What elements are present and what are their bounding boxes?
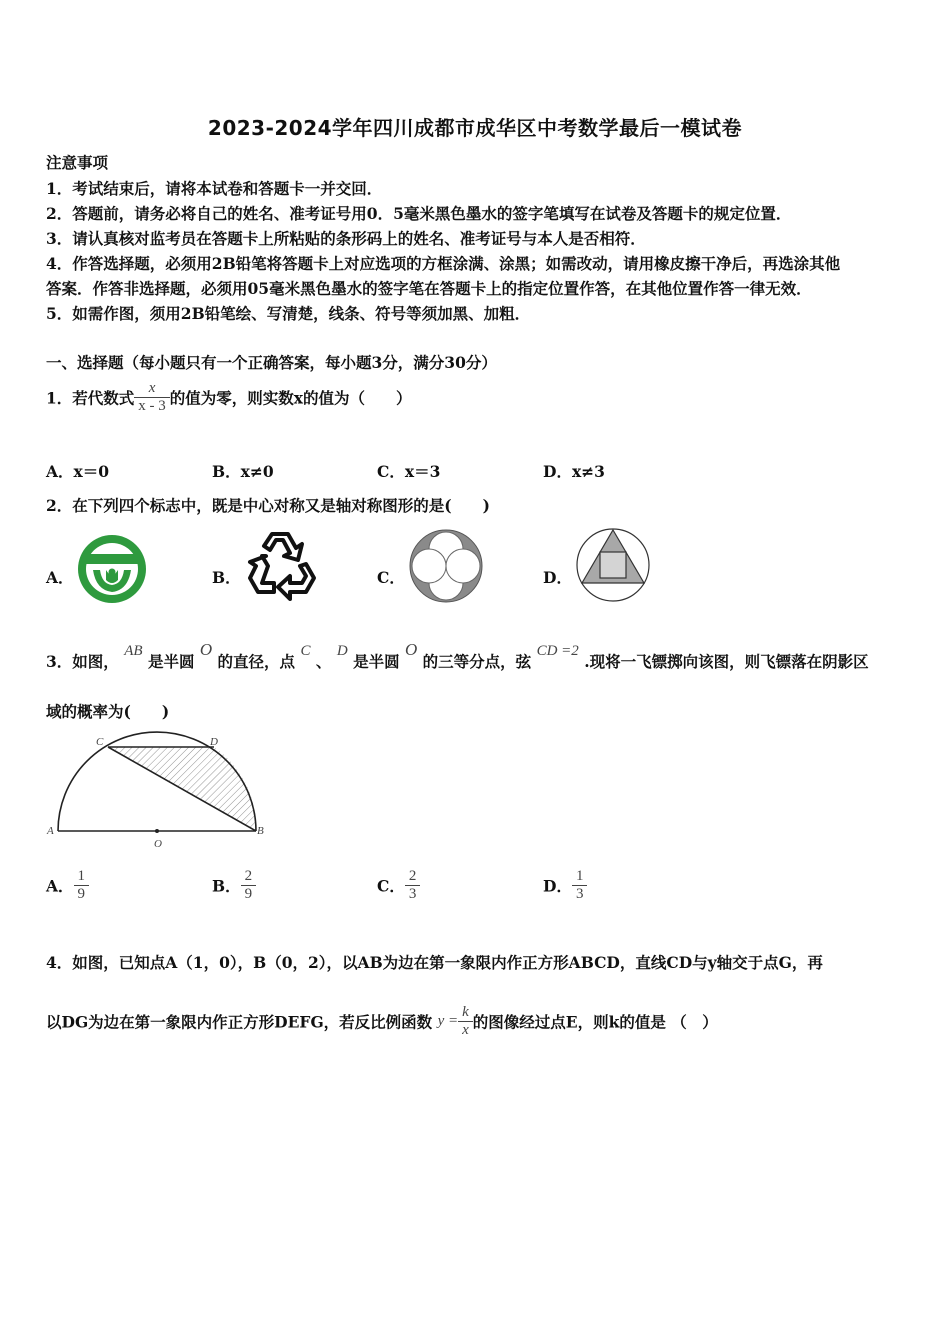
- q3-text: 3．如图，: [46, 652, 119, 671]
- q3-option-a: [46, 868, 89, 903]
- q1-frac-num: x: [148, 380, 156, 396]
- q3-option-label: D．: [543, 876, 572, 896]
- q3-cd: CD =2: [536, 643, 579, 659]
- q1-option-c: C．x＝3: [377, 462, 441, 481]
- q3-ab: AB: [124, 643, 143, 659]
- fig-label-o: O: [154, 838, 162, 850]
- frac-num: 1: [77, 868, 86, 884]
- frac-den: 3: [405, 885, 421, 903]
- q4-y-label: y =: [437, 1013, 459, 1029]
- frac-num: 2: [244, 868, 253, 884]
- q2-label-c: C．: [377, 568, 405, 587]
- q3-text: 是半圆: [147, 652, 195, 671]
- q1-suffix: 的值为零，则实数x的值为（ ）: [169, 388, 412, 408]
- q3-o2: O: [404, 640, 418, 659]
- q3-text: 的直径，点: [217, 652, 296, 671]
- notice-item: 1．考试结束后，请将本试卷和答题卡一并交回．: [46, 179, 383, 198]
- fig-label-a: A: [47, 825, 54, 837]
- q3-text: .现将一飞镖掷向该图，则飞镖落在阴影区: [584, 652, 869, 671]
- q3-line2: 域的概率为( ): [46, 702, 170, 721]
- q3-text: 的三等分点，弦: [422, 652, 532, 671]
- green-food-logo-icon: [76, 534, 148, 604]
- q3-c: C: [300, 643, 311, 659]
- q3-option-label: B．: [212, 876, 241, 896]
- q1-option-b: B．x≠0: [212, 462, 274, 481]
- q3-option-fraction: [405, 868, 421, 903]
- q2-label-a: A．: [46, 568, 74, 587]
- q4-frac-num: k: [462, 1004, 469, 1020]
- q3-text: 、: [315, 652, 332, 671]
- frac-den: 9: [241, 885, 257, 903]
- fig-label-d: D: [210, 736, 218, 748]
- notice-item: 答案．作答非选择题，必须用05毫米黑色墨水的签字笔在答题卡上的指定位置作答，在其他位置作答一律无效．: [46, 279, 812, 298]
- q3-option-fraction: [572, 868, 588, 903]
- q3-d: D: [336, 643, 348, 659]
- question-1: [46, 380, 412, 415]
- q1-fraction: [134, 380, 170, 415]
- q1-frac-den: x - 3: [134, 397, 170, 415]
- q4-fraction: [458, 1004, 473, 1039]
- notice-item: 4．作答选择题，必须用2B铅笔将答题卡上对应选项的方框涂满、涂黑；如需改动，请用橡皮擦干净后，再选涂其他: [46, 254, 841, 273]
- frac-den: 3: [572, 885, 588, 903]
- q3-option-label: C．: [377, 876, 405, 896]
- question-4-line2: [46, 1004, 718, 1039]
- q3-option-fraction: [74, 868, 90, 903]
- q2-label-d: D．: [543, 568, 572, 587]
- q3-option-fraction: [241, 868, 257, 903]
- q1-option-d: D．x≠3: [543, 462, 605, 481]
- section-heading: 一、选择题（每小题只有一个正确答案，每小题3分，满分30分）: [46, 353, 497, 372]
- notice-item: 3．请认真核对监考员在答题卡上所粘贴的条形码上的姓名、准考证号与本人是否相符．: [46, 229, 646, 248]
- q3-option-label: A．: [46, 876, 74, 896]
- notice-heading: 注意事项: [46, 153, 109, 172]
- q4-text: 以DG为边在第一象限内作正方形DEFG，若反比例函数: [46, 1012, 433, 1032]
- fig-label-b: B: [257, 825, 264, 837]
- q1-prefix: 1．若代数式: [46, 388, 135, 408]
- q3-option-d: [543, 868, 587, 903]
- triangle-square-logo-icon: [575, 527, 651, 603]
- four-petal-logo-icon: [408, 528, 484, 604]
- frac-num: 1: [575, 868, 584, 884]
- notice-item: 2．答题前，请务必将自己的姓名、准考证号用0．5毫米黑色墨水的签字笔填写在试卷及答题卡的规定位置．: [46, 204, 792, 223]
- question-3: [46, 640, 869, 676]
- recycle-icon: [244, 526, 322, 602]
- frac-num: 2: [408, 868, 417, 884]
- question-2: 2．在下列四个标志中，既是中心对称又是轴对称图形的是( ): [46, 496, 490, 515]
- q2-label-b: B．: [212, 568, 241, 587]
- q3-text: 是半圆: [353, 652, 400, 671]
- q3-option-c: [377, 868, 420, 903]
- q3-o: O: [199, 640, 213, 659]
- semicircle-figure: [46, 734, 268, 852]
- q4-text: 的图像经过点E，则k的值是 （ ）: [472, 1012, 718, 1032]
- notice-item: 5．如需作图，须用2B铅笔绘、写清楚，线条、符号等须加黑、加粗．: [46, 304, 531, 323]
- q1-option-a: A．x＝0: [46, 462, 110, 481]
- fig-label-c: C: [96, 736, 104, 748]
- page-title: 2023-2024学年四川成都市成华区中考数学最后一模试卷: [207, 116, 743, 140]
- question-4-line1: 4．如图，已知点A（1，0），B（0，2），以AB为边在第一象限内作正方形ABCD，直线CD与y轴交于点G，再: [46, 953, 823, 972]
- frac-den: 9: [74, 885, 90, 903]
- q4-frac-den: x: [458, 1021, 473, 1039]
- q3-option-b: [212, 868, 256, 903]
